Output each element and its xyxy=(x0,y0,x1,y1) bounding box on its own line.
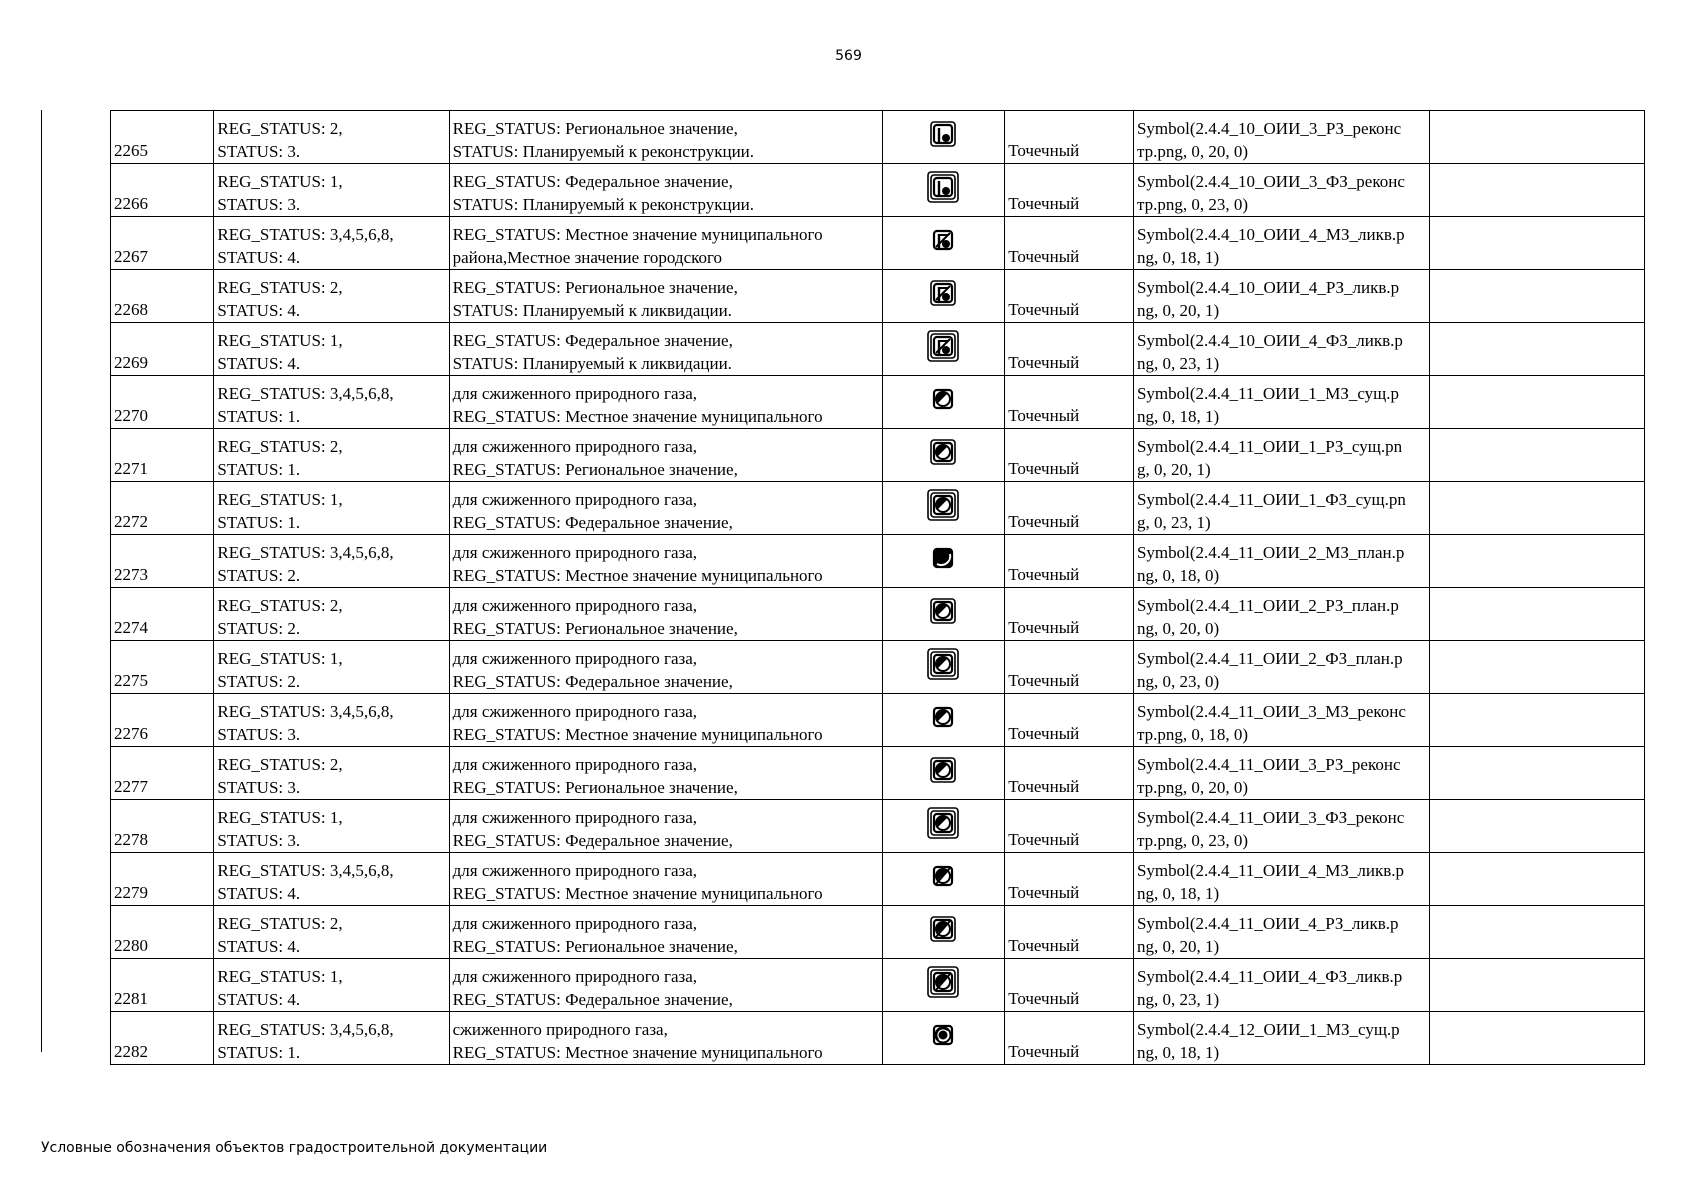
row-symbol xyxy=(882,270,1005,323)
description-line: для сжиженного природного газа, xyxy=(452,384,698,403)
description-line: для сжиженного природного газа, xyxy=(452,596,698,615)
circle-split-icon xyxy=(926,647,960,681)
row-symbol xyxy=(882,800,1005,853)
code-line: STATUS: 1. xyxy=(217,513,301,532)
row-geometry-type: Точечный xyxy=(1005,641,1134,694)
description-line: REG_STATUS: Региональное значение, xyxy=(452,119,738,138)
row-geometry-type: Точечный xyxy=(1005,906,1134,959)
row-geometry-type: Точечный xyxy=(1005,111,1134,164)
expression-line: Symbol(2.4.4_10_ОИИ_4_МЗ_ликв.p xyxy=(1136,225,1405,244)
expression-line: ng, 0, 20, 1) xyxy=(1136,301,1220,320)
description-line: для сжиженного природного газа, xyxy=(452,808,698,827)
expression-line: Symbol(2.4.4_11_ОИИ_3_МЗ_реконс xyxy=(1136,702,1406,721)
expression-line: Symbol(2.4.4_11_ОИИ_1_МЗ_сущ.p xyxy=(1136,384,1400,403)
row-symbol-expression xyxy=(1133,429,1429,482)
description-line: STATUS: Планируемый к ликвидации. xyxy=(452,354,732,373)
row-id: 2278 xyxy=(111,800,214,853)
row-symbol xyxy=(882,694,1005,747)
description-line: REG_STATUS: Федеральное значение, xyxy=(452,172,733,191)
expression-line: Symbol(2.4.4_10_ОИИ_4_РЗ_ликв.p xyxy=(1136,278,1400,297)
row-description xyxy=(449,906,882,959)
description-line: для сжиженного природного газа, xyxy=(452,649,698,668)
row-description xyxy=(449,164,882,217)
row-geometry-type: Точечный xyxy=(1005,323,1134,376)
description-line: STATUS: Планируемый к реконструкции. xyxy=(452,195,755,214)
expression-line: Symbol(2.4.4_11_ОИИ_1_РЗ_сущ.pn xyxy=(1136,437,1403,456)
row-geometry-type: Точечный xyxy=(1005,1012,1134,1065)
expression-line: ng, 0, 18, 1) xyxy=(1136,407,1220,426)
code-line: REG_STATUS: 2, xyxy=(217,755,343,774)
row-id: 2282 xyxy=(111,1012,214,1065)
code-line: STATUS: 4. xyxy=(217,937,301,956)
row-geometry-type: Точечный xyxy=(1005,482,1134,535)
row-codes xyxy=(214,111,449,164)
expression-line: ng, 0, 23, 0) xyxy=(1136,672,1220,691)
table-row xyxy=(111,853,1645,906)
row-id: 2275 xyxy=(111,641,214,694)
code-line: REG_STATUS: 2, xyxy=(217,119,343,138)
table-row xyxy=(111,694,1645,747)
row-geometry-type: Точечный xyxy=(1005,588,1134,641)
description-line: REG_STATUS: Местное значение муниципального xyxy=(452,884,823,903)
row-description xyxy=(449,641,882,694)
row-description xyxy=(449,323,882,376)
code-line: STATUS: 3. xyxy=(217,778,301,797)
description-line: для сжиженного природного газа, xyxy=(452,543,698,562)
row-id: 2265 xyxy=(111,111,214,164)
row-empty-cell xyxy=(1430,641,1645,694)
description-line: REG_STATUS: Местное значение муниципального xyxy=(452,1043,823,1062)
symbol-image xyxy=(926,912,960,952)
row-codes xyxy=(214,217,449,270)
row-id: 2271 xyxy=(111,429,214,482)
row-symbol-expression xyxy=(1133,270,1429,323)
circle-ring-icon xyxy=(926,1018,960,1052)
expression-line: ng, 0, 18, 1) xyxy=(1136,248,1220,267)
row-codes xyxy=(214,323,449,376)
table-row xyxy=(111,588,1645,641)
description-line: REG_STATUS: Местное значение муниципального xyxy=(452,407,823,426)
row-description xyxy=(449,853,882,906)
row-symbol-expression xyxy=(1133,641,1429,694)
rect-flag-cross-icon xyxy=(926,329,960,363)
table-row xyxy=(111,482,1645,535)
code-line: STATUS: 2. xyxy=(217,619,301,638)
row-symbol-expression xyxy=(1133,906,1429,959)
circle-split-icon xyxy=(926,488,960,522)
row-symbol-expression xyxy=(1133,111,1429,164)
row-empty-cell xyxy=(1430,111,1645,164)
row-id: 2279 xyxy=(111,853,214,906)
circle-split-icon xyxy=(926,382,960,416)
row-geometry-type: Точечный xyxy=(1005,376,1134,429)
description-line: для сжиженного природного газа, xyxy=(452,755,698,774)
row-description xyxy=(449,588,882,641)
description-line: района,Местное значение городского xyxy=(452,248,723,267)
table-row xyxy=(111,111,1645,164)
symbol-image xyxy=(926,488,960,528)
code-line: STATUS: 4. xyxy=(217,990,301,1009)
row-codes xyxy=(214,482,449,535)
table-row xyxy=(111,906,1645,959)
expression-line: Symbol(2.4.4_11_ОИИ_4_РЗ_ликв.p xyxy=(1136,914,1399,933)
table-row xyxy=(111,959,1645,1012)
description-line: сжиженного природного газа, xyxy=(452,1020,668,1039)
code-line: REG_STATUS: 1, xyxy=(217,649,343,668)
row-id: 2274 xyxy=(111,588,214,641)
expression-line: Symbol(2.4.4_12_ОИИ_1_МЗ_сущ.p xyxy=(1136,1020,1400,1039)
expression-line: тр.png, 0, 20, 0) xyxy=(1136,142,1249,161)
row-codes xyxy=(214,641,449,694)
expression-line: Symbol(2.4.4_11_ОИИ_4_ФЗ_ликв.p xyxy=(1136,967,1403,986)
row-symbol-expression xyxy=(1133,694,1429,747)
row-symbol-expression xyxy=(1133,800,1429,853)
row-empty-cell xyxy=(1430,323,1645,376)
expression-line: ng, 0, 20, 1) xyxy=(1136,937,1220,956)
row-symbol xyxy=(882,853,1005,906)
row-symbol-expression xyxy=(1133,482,1429,535)
row-geometry-type: Точечный xyxy=(1005,959,1134,1012)
symbol-image xyxy=(926,753,960,793)
row-symbol xyxy=(882,906,1005,959)
description-line: REG_STATUS: Местное значение муниципального xyxy=(452,725,823,744)
row-symbol-expression xyxy=(1133,959,1429,1012)
row-codes xyxy=(214,376,449,429)
code-line: STATUS: 3. xyxy=(217,831,301,850)
row-codes xyxy=(214,270,449,323)
circle-split-icon xyxy=(926,753,960,787)
expression-line: тр.png, 0, 18, 0) xyxy=(1136,725,1249,744)
code-line: STATUS: 1. xyxy=(217,460,301,479)
rect-flag-icon xyxy=(926,170,960,204)
code-line: REG_STATUS: 3,4,5,6,8, xyxy=(217,384,394,403)
description-line: REG_STATUS: Федеральное значение, xyxy=(452,331,733,350)
code-line: REG_STATUS: 3,4,5,6,8, xyxy=(217,861,394,880)
description-line: REG_STATUS: Региональное значение, xyxy=(452,937,738,956)
table-row xyxy=(111,217,1645,270)
code-line: REG_STATUS: 1, xyxy=(217,490,343,509)
description-line: REG_STATUS: Местное значение муниципального xyxy=(452,225,823,244)
expression-line: Symbol(2.4.4_10_ОИИ_4_ФЗ_ликв.p xyxy=(1136,331,1403,350)
code-line: STATUS: 2. xyxy=(217,672,301,691)
row-empty-cell xyxy=(1430,270,1645,323)
row-geometry-type: Точечный xyxy=(1005,270,1134,323)
expression-line: ng, 0, 23, 1) xyxy=(1136,990,1220,1009)
symbol-image xyxy=(926,382,960,422)
row-symbol-expression xyxy=(1133,747,1429,800)
row-empty-cell xyxy=(1430,853,1645,906)
description-line: STATUS: Планируемый к ликвидации. xyxy=(452,301,732,320)
code-line: REG_STATUS: 1, xyxy=(217,172,343,191)
margin-rule xyxy=(41,110,42,1052)
expression-line: ng, 0, 23, 1) xyxy=(1136,354,1220,373)
expression-line: ng, 0, 20, 0) xyxy=(1136,619,1220,638)
row-id: 2267 xyxy=(111,217,214,270)
table-row xyxy=(111,535,1645,588)
code-line: STATUS: 1. xyxy=(217,1043,301,1062)
symbols-table xyxy=(110,110,1645,1065)
row-symbol-expression xyxy=(1133,164,1429,217)
row-symbol xyxy=(882,217,1005,270)
row-symbol-expression xyxy=(1133,217,1429,270)
row-description xyxy=(449,800,882,853)
row-symbol xyxy=(882,482,1005,535)
expression-line: Symbol(2.4.4_11_ОИИ_2_МЗ_план.p xyxy=(1136,543,1405,562)
expression-line: g, 0, 23, 1) xyxy=(1136,513,1211,532)
code-line: REG_STATUS: 3,4,5,6,8, xyxy=(217,702,394,721)
row-id: 2280 xyxy=(111,906,214,959)
description-line: для сжиженного природного газа, xyxy=(452,437,698,456)
code-line: REG_STATUS: 3,4,5,6,8, xyxy=(217,225,394,244)
code-line: STATUS: 2. xyxy=(217,566,301,585)
expression-line: g, 0, 20, 1) xyxy=(1136,460,1211,479)
row-description xyxy=(449,959,882,1012)
symbol-image xyxy=(926,1018,960,1058)
row-symbol xyxy=(882,959,1005,1012)
symbol-image xyxy=(926,329,960,369)
rect-flag-cross-icon xyxy=(926,276,960,310)
code-line: REG_STATUS: 3,4,5,6,8, xyxy=(217,1020,394,1039)
row-empty-cell xyxy=(1430,482,1645,535)
table-row xyxy=(111,641,1645,694)
row-id: 2272 xyxy=(111,482,214,535)
symbol-image xyxy=(926,594,960,634)
row-codes xyxy=(214,959,449,1012)
expression-line: тр.png, 0, 23, 0) xyxy=(1136,831,1249,850)
row-id: 2269 xyxy=(111,323,214,376)
row-description xyxy=(449,535,882,588)
code-line: STATUS: 3. xyxy=(217,725,301,744)
row-symbol-expression xyxy=(1133,588,1429,641)
row-description xyxy=(449,111,882,164)
row-symbol xyxy=(882,164,1005,217)
row-geometry-type: Точечный xyxy=(1005,800,1134,853)
symbol-image xyxy=(926,435,960,475)
row-id: 2266 xyxy=(111,164,214,217)
description-line: для сжиженного природного газа, xyxy=(452,914,698,933)
row-symbol xyxy=(882,376,1005,429)
table-row xyxy=(111,164,1645,217)
description-line: для сжиженного природного газа, xyxy=(452,861,698,880)
description-line: REG_STATUS: Федеральное значение, xyxy=(452,990,733,1009)
expression-line: тр.png, 0, 23, 0) xyxy=(1136,195,1249,214)
row-empty-cell xyxy=(1430,588,1645,641)
description-line: REG_STATUS: Региональное значение, xyxy=(452,278,738,297)
row-id: 2270 xyxy=(111,376,214,429)
symbol-image xyxy=(926,223,960,263)
row-symbol-expression xyxy=(1133,323,1429,376)
expression-line: ng, 0, 18, 0) xyxy=(1136,566,1220,585)
row-empty-cell xyxy=(1430,376,1645,429)
description-line: REG_STATUS: Федеральное значение, xyxy=(452,831,733,850)
expression-line: ng, 0, 18, 1) xyxy=(1136,884,1220,903)
row-geometry-type: Точечный xyxy=(1005,853,1134,906)
symbol-image xyxy=(926,276,960,316)
document-footer: Условные обозначения объектов градостроительной документации xyxy=(41,1140,548,1156)
row-symbol-expression xyxy=(1133,1012,1429,1065)
row-geometry-type: Точечный xyxy=(1005,747,1134,800)
row-codes xyxy=(214,1012,449,1065)
symbol-image xyxy=(926,965,960,1005)
row-geometry-type: Точечный xyxy=(1005,694,1134,747)
code-line: REG_STATUS: 3,4,5,6,8, xyxy=(217,543,394,562)
description-line: REG_STATUS: Федеральное значение, xyxy=(452,672,733,691)
code-line: REG_STATUS: 2, xyxy=(217,596,343,615)
code-line: REG_STATUS: 2, xyxy=(217,437,343,456)
row-codes xyxy=(214,164,449,217)
code-line: REG_STATUS: 1, xyxy=(217,967,343,986)
row-id: 2277 xyxy=(111,747,214,800)
expression-line: тр.png, 0, 20, 0) xyxy=(1136,778,1249,797)
code-line: STATUS: 4. xyxy=(217,301,301,320)
expression-line: Symbol(2.4.4_10_ОИИ_3_ФЗ_реконс xyxy=(1136,172,1405,191)
code-line: STATUS: 4. xyxy=(217,248,301,267)
expression-line: Symbol(2.4.4_11_ОИИ_4_МЗ_ликв.p xyxy=(1136,861,1404,880)
row-id: 2281 xyxy=(111,959,214,1012)
row-description xyxy=(449,747,882,800)
symbol-image xyxy=(926,859,960,899)
row-codes xyxy=(214,588,449,641)
row-id: 2273 xyxy=(111,535,214,588)
code-line: STATUS: 4. xyxy=(217,354,301,373)
row-description xyxy=(449,376,882,429)
description-line: для сжиженного природного газа, xyxy=(452,490,698,509)
row-empty-cell xyxy=(1430,800,1645,853)
circle-split-icon xyxy=(926,700,960,734)
row-symbol xyxy=(882,535,1005,588)
symbol-image xyxy=(926,806,960,846)
circle-split-icon xyxy=(926,594,960,628)
description-line: REG_STATUS: Региональное значение, xyxy=(452,460,738,479)
rect-flag-icon xyxy=(926,117,960,151)
table-row xyxy=(111,270,1645,323)
code-line: STATUS: 3. xyxy=(217,195,301,214)
row-id: 2268 xyxy=(111,270,214,323)
symbol-image xyxy=(926,700,960,740)
row-empty-cell xyxy=(1430,1012,1645,1065)
row-codes xyxy=(214,747,449,800)
code-line: STATUS: 3. xyxy=(217,142,301,161)
table-row xyxy=(111,1012,1645,1065)
table-row xyxy=(111,429,1645,482)
row-symbol xyxy=(882,747,1005,800)
table-row xyxy=(111,800,1645,853)
symbols-table-body xyxy=(111,111,1645,1065)
description-line: STATUS: Планируемый к реконструкции. xyxy=(452,142,755,161)
row-description xyxy=(449,217,882,270)
expression-line: Symbol(2.4.4_11_ОИИ_1_ФЗ_сущ.pn xyxy=(1136,490,1406,509)
code-line: REG_STATUS: 1, xyxy=(217,808,343,827)
row-geometry-type: Точечный xyxy=(1005,164,1134,217)
row-empty-cell xyxy=(1430,217,1645,270)
row-description xyxy=(449,1012,882,1065)
description-line: для сжиженного природного газа, xyxy=(452,967,698,986)
row-symbol xyxy=(882,429,1005,482)
page-number: 569 xyxy=(835,48,862,64)
solid-square-arc-icon xyxy=(926,541,960,575)
row-empty-cell xyxy=(1430,959,1645,1012)
description-line: REG_STATUS: Региональное значение, xyxy=(452,619,738,638)
row-description xyxy=(449,429,882,482)
description-line: для сжиженного природного газа, xyxy=(452,702,698,721)
row-empty-cell xyxy=(1430,164,1645,217)
circle-split-icon xyxy=(926,435,960,469)
row-description xyxy=(449,694,882,747)
row-id: 2276 xyxy=(111,694,214,747)
row-codes xyxy=(214,535,449,588)
expression-line: Symbol(2.4.4_11_ОИИ_3_ФЗ_реконс xyxy=(1136,808,1405,827)
code-line: STATUS: 1. xyxy=(217,407,301,426)
symbol-image xyxy=(926,117,960,157)
row-codes xyxy=(214,906,449,959)
symbol-image xyxy=(926,541,960,581)
row-symbol-expression xyxy=(1133,535,1429,588)
code-line: STATUS: 4. xyxy=(217,884,301,903)
symbol-image xyxy=(926,647,960,687)
row-symbol xyxy=(882,1012,1005,1065)
expression-line: Symbol(2.4.4_11_ОИИ_2_РЗ_план.p xyxy=(1136,596,1399,615)
row-codes xyxy=(214,853,449,906)
code-line: REG_STATUS: 1, xyxy=(217,331,343,350)
code-line: REG_STATUS: 2, xyxy=(217,278,343,297)
description-line: REG_STATUS: Федеральное значение, xyxy=(452,513,733,532)
row-empty-cell xyxy=(1430,906,1645,959)
row-empty-cell xyxy=(1430,429,1645,482)
row-empty-cell xyxy=(1430,694,1645,747)
circle-cross-icon xyxy=(926,859,960,893)
row-geometry-type: Точечный xyxy=(1005,429,1134,482)
expression-line: Symbol(2.4.4_11_ОИИ_2_ФЗ_план.p xyxy=(1136,649,1403,668)
circle-cross-icon xyxy=(926,912,960,946)
code-line: REG_STATUS: 2, xyxy=(217,914,343,933)
row-geometry-type: Точечный xyxy=(1005,535,1134,588)
row-codes xyxy=(214,429,449,482)
row-symbol xyxy=(882,641,1005,694)
circle-cross-icon xyxy=(926,965,960,999)
row-symbol xyxy=(882,588,1005,641)
expression-line: ng, 0, 18, 1) xyxy=(1136,1043,1220,1062)
row-codes xyxy=(214,800,449,853)
row-empty-cell xyxy=(1430,747,1645,800)
symbols-table-wrapper xyxy=(110,110,1645,1065)
table-row xyxy=(111,747,1645,800)
table-row xyxy=(111,323,1645,376)
symbol-image xyxy=(926,170,960,210)
expression-line: Symbol(2.4.4_11_ОИИ_3_РЗ_реконс xyxy=(1136,755,1401,774)
row-codes xyxy=(214,694,449,747)
row-description xyxy=(449,482,882,535)
rect-flag-cross-icon xyxy=(926,223,960,257)
row-symbol-expression xyxy=(1133,376,1429,429)
row-description xyxy=(449,270,882,323)
row-symbol xyxy=(882,323,1005,376)
row-empty-cell xyxy=(1430,535,1645,588)
row-symbol xyxy=(882,111,1005,164)
table-row xyxy=(111,376,1645,429)
row-symbol-expression xyxy=(1133,853,1429,906)
description-line: REG_STATUS: Региональное значение, xyxy=(452,778,738,797)
expression-line: Symbol(2.4.4_10_ОИИ_3_РЗ_реконс xyxy=(1136,119,1402,138)
row-geometry-type: Точечный xyxy=(1005,217,1134,270)
circle-split-icon xyxy=(926,806,960,840)
description-line: REG_STATUS: Местное значение муниципального xyxy=(452,566,823,585)
